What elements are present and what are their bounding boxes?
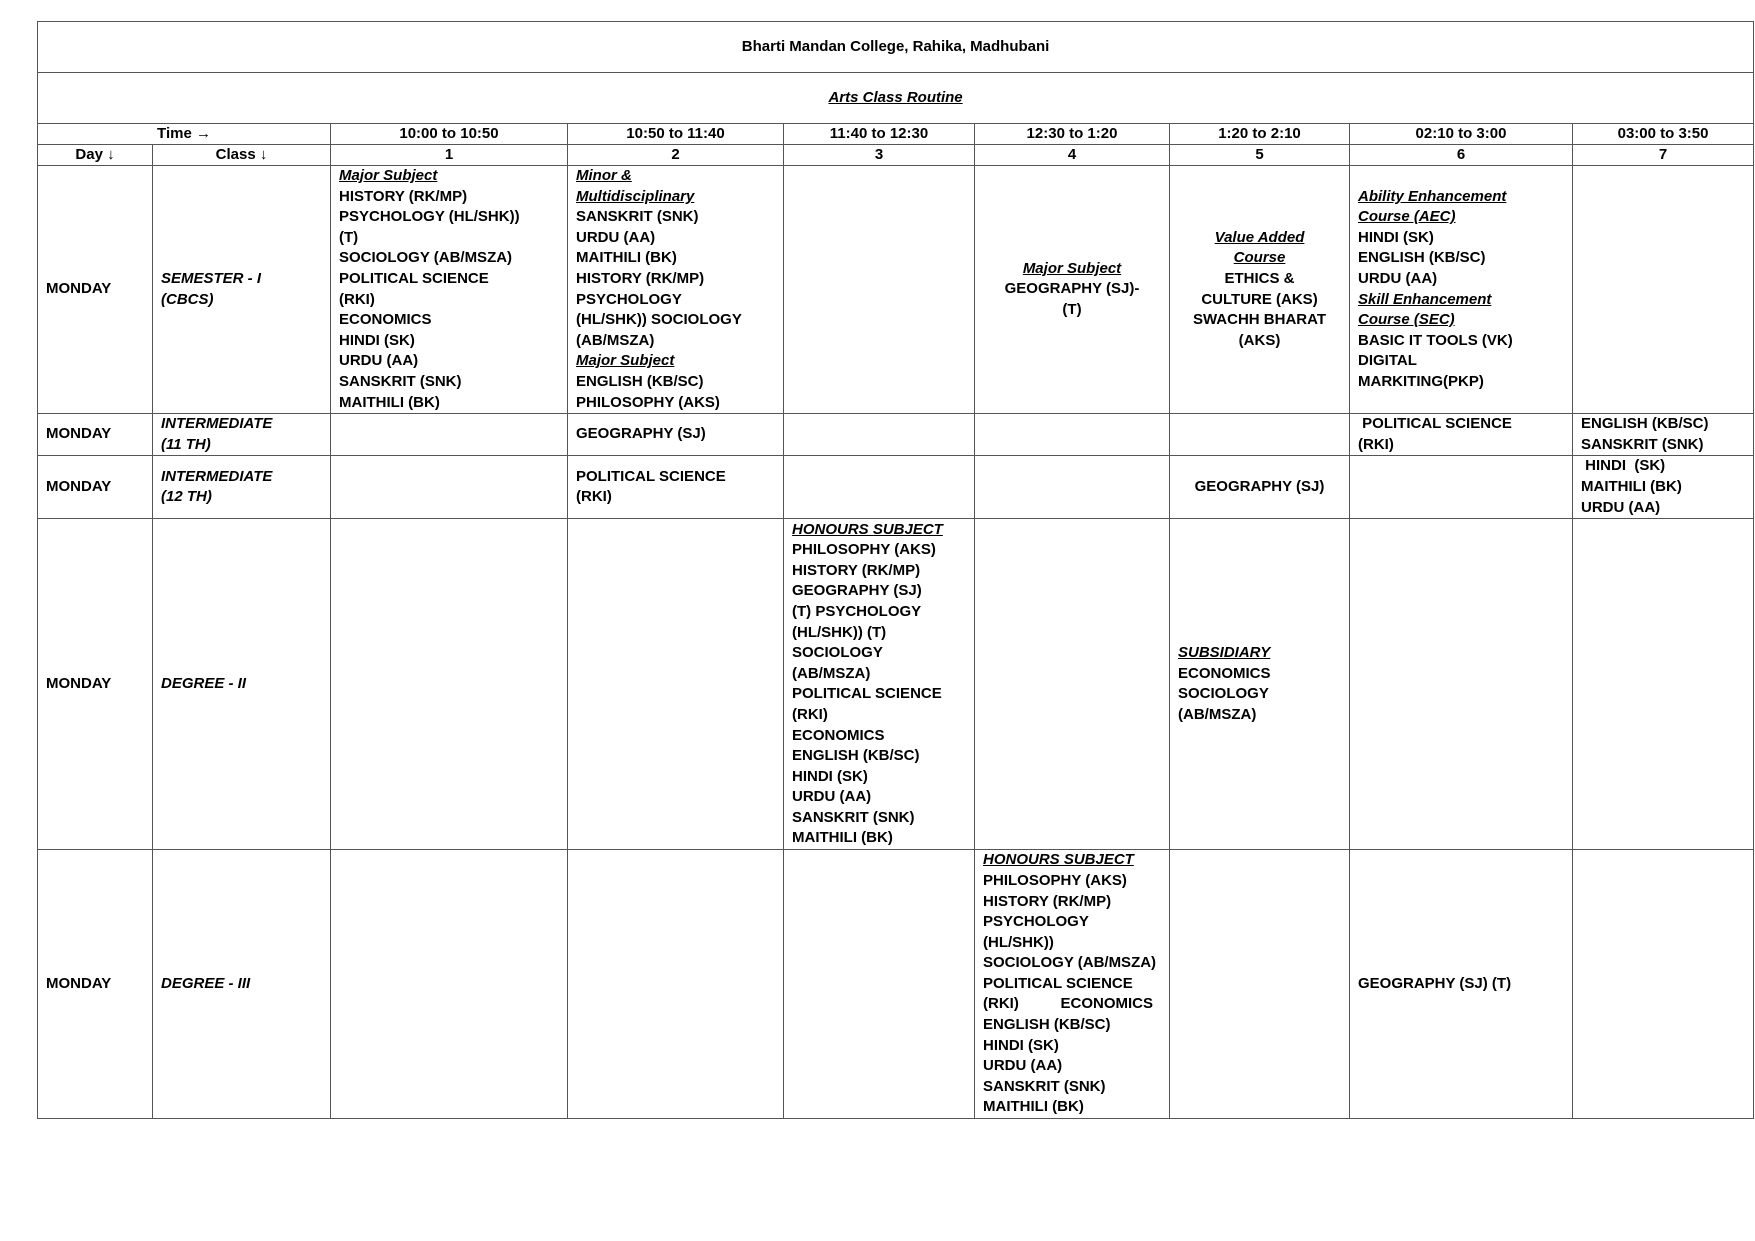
table-row (38, 850, 1754, 1119)
subject-line: (RKI) (576, 488, 612, 506)
subject-line: URDU (AA) (339, 352, 419, 370)
subject-line: POLITICAL SCIENCE (339, 269, 489, 287)
period-5-cell (1170, 414, 1350, 456)
routine-title: Arts Class Routine (38, 73, 1754, 124)
period-5-cell (1170, 850, 1350, 1119)
period-4-cell (975, 850, 1170, 1119)
subject-line: SOCIOLOGY (AB/MSZA) (983, 954, 1157, 972)
table-row (38, 414, 1754, 456)
period-3: 3 (784, 145, 975, 166)
subject-line: HISTORY (RK/MP) (576, 269, 705, 287)
period-2-cell (568, 519, 784, 850)
period-header-row (38, 145, 1754, 166)
period-7-cell (1573, 850, 1754, 1119)
period-6-cell (1350, 456, 1573, 519)
period-1: 1 (331, 145, 568, 166)
subject-line: ENGLISH (KB/SC) (1581, 415, 1709, 433)
subject-line: URDU (AA) (1358, 269, 1438, 287)
subject-line: ECONOMICS (339, 311, 432, 329)
time-label: Time → (38, 124, 331, 145)
subject-line: POLITICAL SCIENCE (576, 467, 726, 485)
day-cell: MONDAY (38, 414, 153, 456)
subject-heading: HONOURS SUBJECT (983, 851, 1134, 869)
subject-line: (AB/MSZA) (1178, 705, 1257, 723)
subject-line: URDU (AA) (576, 228, 656, 246)
period-6: 6 (1350, 145, 1573, 166)
subject-line: (RKI) (1358, 435, 1394, 453)
period-5-cell (1170, 166, 1350, 414)
subject-line: ENGLISH (KB/SC) (1358, 249, 1486, 267)
subject-line: SANSKRIT (SNK) (1581, 435, 1704, 453)
period-6-cell (1350, 519, 1573, 850)
subject-heading: Major Subject (576, 352, 675, 370)
time-slot-3: 11:40 to 12:30 (784, 124, 975, 145)
period-5-cell (1170, 519, 1350, 850)
period-7-cell (1573, 166, 1754, 414)
period-4: 4 (975, 145, 1170, 166)
subject-line: MARKITING(PKP) (1358, 372, 1484, 390)
period-2-cell (568, 850, 784, 1119)
class-line: (CBCS) (161, 290, 214, 308)
time-slot-1: 10:00 to 10:50 (331, 124, 568, 145)
subject-line: URDU (AA) (983, 1057, 1063, 1075)
subject-line: (AB/MSZA) (576, 331, 655, 349)
class-line: DEGREE - III (161, 974, 251, 992)
subject-line: PHILOSOPHY (AKS) (983, 871, 1127, 889)
subject-line: ECONOMICS (792, 726, 885, 744)
period-1-cell (331, 456, 568, 519)
subject-line: ETHICS & (1224, 269, 1295, 287)
subject-line: PHILOSOPHY (AKS) (576, 393, 720, 411)
day-cell: MONDAY (38, 519, 153, 850)
subject-line: SANSKRIT (SNK) (576, 208, 699, 226)
period-6-cell (1350, 166, 1573, 414)
period-2-cell (568, 414, 784, 456)
period-3-cell (784, 850, 975, 1119)
class-cell (153, 850, 331, 1119)
subject-line: (AB/MSZA) (792, 664, 871, 682)
period-6-cell (1350, 414, 1573, 456)
routine-table (37, 21, 1754, 1119)
subject-line: URDU (AA) (792, 788, 872, 806)
period-4-cell (975, 166, 1170, 414)
subject-line: URDU (AA) (1581, 498, 1661, 516)
subject-line: PSYCHOLOGY (576, 290, 682, 308)
period-7-cell (1573, 519, 1754, 850)
college-name: Bharti Mandan College, Rahika, Madhubani (38, 22, 1754, 73)
table-row (38, 519, 1754, 850)
subject-heading: Course (AEC) (1358, 208, 1456, 226)
class-line: (11 TH) (161, 435, 211, 453)
class-cell (153, 414, 331, 456)
subject-line: MAITHILI (BK) (576, 249, 677, 267)
subject-heading: Major Subject (339, 167, 438, 184)
period-4-cell (975, 456, 1170, 519)
subject-line: SOCIOLOGY (AB/MSZA) (339, 249, 513, 267)
subject-line: HINDI (SK) (339, 331, 415, 349)
subject-line: POLITICAL SCIENCE (1358, 415, 1512, 433)
period-5: 5 (1170, 145, 1350, 166)
subject-heading: Multidisciplinary (576, 187, 695, 205)
subject-line: POLITICAL SCIENCE (983, 974, 1133, 992)
class-cell (153, 519, 331, 850)
subject-line: MAITHILI (BK) (983, 1098, 1084, 1116)
period-7-cell (1573, 414, 1754, 456)
period-2-cell (568, 456, 784, 519)
time-slot-2: 10:50 to 11:40 (568, 124, 784, 145)
subject-line: HISTORY (RK/MP) (339, 187, 468, 205)
period-5-cell (1170, 456, 1350, 519)
period-1-cell (331, 166, 568, 414)
subject-line: SANSKRIT (SNK) (339, 372, 462, 390)
time-slot-4: 12:30 to 1:20 (975, 124, 1170, 145)
subject-line: HINDI (SK) (1358, 228, 1434, 246)
subject-line: SWACHH BHARAT (1192, 311, 1327, 329)
subject-line: POLITICAL SCIENCE (792, 685, 942, 703)
subject-heading: Minor & (576, 167, 632, 184)
subject-line: PHILOSOPHY (AKS) (792, 541, 936, 559)
subject-line: SANSKRIT (SNK) (983, 1077, 1106, 1095)
subject-line: ENGLISH (KB/SC) (792, 747, 920, 765)
time-header-row (38, 124, 1754, 145)
period-2-cell (568, 166, 784, 414)
subject-line: (T) (1062, 300, 1082, 318)
time-slot-6: 02:10 to 3:00 (1350, 124, 1573, 145)
subject-heading: Course (SEC) (1358, 311, 1455, 329)
period-6-cell (1350, 850, 1573, 1119)
subject-line: GEOGRAPHY (SJ) (576, 425, 706, 443)
subject-line: HISTORY (RK/MP) (983, 892, 1112, 910)
time-slot-5: 1:20 to 2:10 (1170, 124, 1350, 145)
period-1-cell (331, 519, 568, 850)
class-line: SEMESTER - I (161, 269, 262, 287)
class-line: INTERMEDIATE (161, 415, 273, 433)
class-line: DEGREE - II (161, 675, 247, 693)
subject-line: GEOGRAPHY (SJ) (T) (1358, 974, 1512, 992)
subject-line: SANSKRIT (SNK) (792, 808, 915, 826)
table-row (38, 166, 1754, 414)
period-7: 7 (1573, 145, 1754, 166)
subject-line: BASIC IT TOOLS (VK) (1358, 331, 1513, 349)
subject-line: GEOGRAPHY (SJ) (1194, 478, 1325, 496)
subject-line: GEOGRAPHY (SJ) (792, 582, 922, 600)
subject-line: (RKI) ECONOMICS (983, 995, 1154, 1013)
subject-line: (T) (339, 228, 359, 246)
subject-line: (AKS) (1238, 331, 1281, 349)
class-line: INTERMEDIATE (161, 467, 273, 485)
period-4-cell (975, 519, 1170, 850)
subject-line: (RKI) (792, 705, 828, 723)
subject-line: (HL/SHK)) SOCIOLOGY (576, 311, 742, 329)
day-cell: MONDAY (38, 850, 153, 1119)
class-cell (153, 166, 331, 414)
subject-line: GEOGRAPHY (SJ)- (1004, 280, 1140, 298)
class-cell (153, 456, 331, 519)
subject-line: PSYCHOLOGY (HL/SHK)) (983, 913, 1089, 951)
subject-line: MAITHILI (BK) (339, 393, 440, 411)
class-label: Class ↓ (153, 145, 331, 166)
subject-heading: SUBSIDIARY (1178, 644, 1271, 662)
subject-line: PSYCHOLOGY (HL/SHK)) (339, 208, 520, 226)
period-3-cell (784, 456, 975, 519)
subject-heading: Skill Enhancement (1358, 290, 1492, 308)
subject-heading: Ability Enhancement (1358, 187, 1507, 205)
subject-line: HISTORY (RK/MP) (792, 561, 921, 579)
subject-line: ENGLISH (KB/SC) (983, 1016, 1111, 1034)
period-1-cell (331, 414, 568, 456)
subject-line: SOCIOLOGY (792, 644, 883, 662)
subject-line: (T) PSYCHOLOGY (792, 602, 922, 620)
class-line: (12 TH) (161, 488, 212, 506)
subject-line: HINDI (SK) (792, 767, 868, 785)
period-1-cell (331, 850, 568, 1119)
subject-heading: Value Added (1214, 228, 1305, 246)
subject-line: (RKI) (339, 290, 375, 308)
subject-line: DIGITAL (1358, 352, 1417, 370)
subject-heading: HONOURS SUBJECT (792, 520, 943, 538)
table-row (38, 456, 1754, 519)
period-3-cell (784, 519, 975, 850)
subject-line: MAITHILI (BK) (1581, 478, 1682, 496)
period-7-cell (1573, 456, 1754, 519)
subject-line: ECONOMICS (1178, 664, 1271, 682)
day-cell: MONDAY (38, 456, 153, 519)
subject-line: CULTURE (AKS) (1201, 290, 1318, 308)
subject-line: (HL/SHK)) (T) (792, 623, 887, 641)
day-label: Day ↓ (38, 145, 153, 166)
period-3-cell (784, 166, 975, 414)
subject-line: HINDI (SK) (983, 1036, 1059, 1054)
subject-heading: Course (1233, 249, 1286, 267)
subject-line: ENGLISH (KB/SC) (576, 372, 704, 390)
subject-line: MAITHILI (BK) (792, 829, 893, 847)
subject-line: SOCIOLOGY (1178, 685, 1269, 703)
time-slot-7: 03:00 to 3:50 (1573, 124, 1754, 145)
subject-heading: Major Subject (1022, 259, 1122, 277)
subject-line: HINDI (SK) (1581, 457, 1666, 475)
period-3-cell (784, 414, 975, 456)
period-4-cell (975, 414, 1170, 456)
period-2: 2 (568, 145, 784, 166)
day-cell: MONDAY (38, 166, 153, 414)
